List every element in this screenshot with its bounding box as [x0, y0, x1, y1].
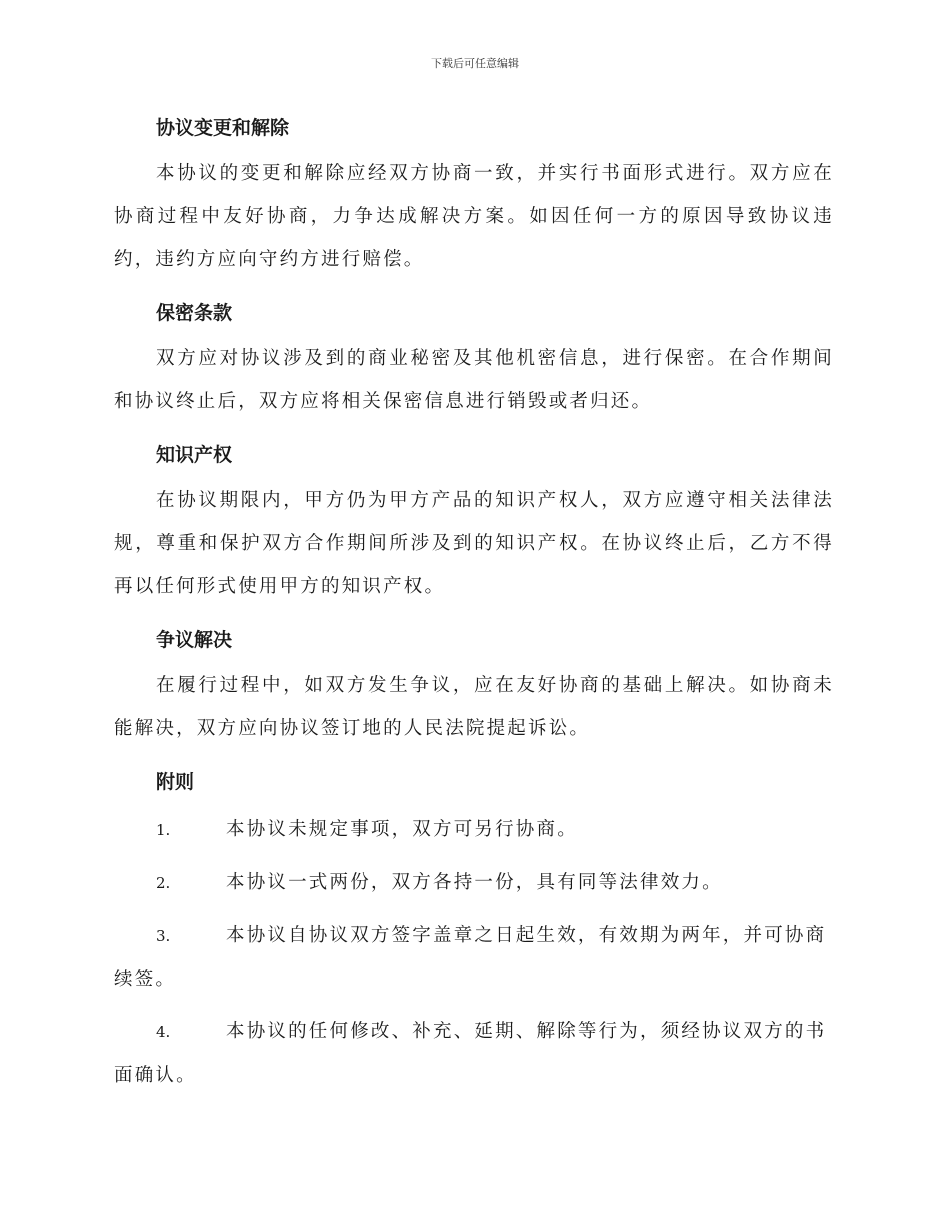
- list-item-number: 4.: [156, 1023, 171, 1041]
- section-appendix: [114, 764, 834, 1097]
- document-body: [114, 110, 834, 1106]
- list-item-number: 1.: [156, 821, 171, 839]
- list-item-text: 本协议一式两份，双方各持一份，具有同等法律效力。: [226, 872, 723, 893]
- list-item-number: 2.: [156, 874, 171, 892]
- appendix-list: [114, 808, 834, 1097]
- list-item: [114, 1010, 834, 1097]
- list-item: [114, 861, 834, 905]
- section-paragraph: 本协议的变更和解除应经双方协商一致，并实行书面形式进行。双方应在协商过程中友好协商，力争达成解决方案。如因任何一方的原因导致协议违约，违约方应向守约方进行赔偿。: [114, 163, 834, 270]
- section-paragraph: 在协议期限内，甲方仍为甲方产品的知识产权人，双方应遵守相关法律法规，尊重和保护双方合作期间所涉及到的知识产权。在协议终止后，乙方不得再以任何形式使用甲方的知识产权。: [114, 490, 834, 597]
- section-heading: 协议变更和解除: [156, 117, 290, 139]
- list-item-number: 3.: [156, 927, 171, 945]
- section-heading: 知识产权: [156, 444, 233, 466]
- section-dispute: [114, 622, 834, 750]
- section-paragraph: 双方应对协议涉及到的商业秘密及其他机密信息，进行保密。在合作期间和协议终止后，双方应将相关保密信息进行销毁或者归还。: [114, 348, 834, 412]
- section-ip: [114, 437, 834, 608]
- section-heading: 争议解决: [156, 629, 233, 651]
- header-note: 下载后可任意编辑: [431, 57, 519, 70]
- section-amendment: [114, 110, 834, 281]
- list-item: [114, 914, 834, 1001]
- list-item-text: 本协议的任何修改、补充、延期、解除等行为，须经协议双方的书面确认。: [114, 1021, 827, 1086]
- section-heading: 保密条款: [156, 302, 233, 324]
- section-paragraph: 在履行过程中，如双方发生争议，应在友好协商的基础上解决。如协商未能解决，双方应向协议签订地的人民法院提起诉讼。: [114, 675, 834, 739]
- list-item-text: 本协议未规定事项，双方可另行协商。: [226, 819, 578, 840]
- list-item: [114, 808, 834, 852]
- section-heading: 附则: [156, 771, 195, 793]
- section-confidentiality: [114, 295, 834, 423]
- list-item-text: 本协议自协议双方签字盖章之日起生效，有效期为两年，并可协商续签。: [114, 925, 827, 990]
